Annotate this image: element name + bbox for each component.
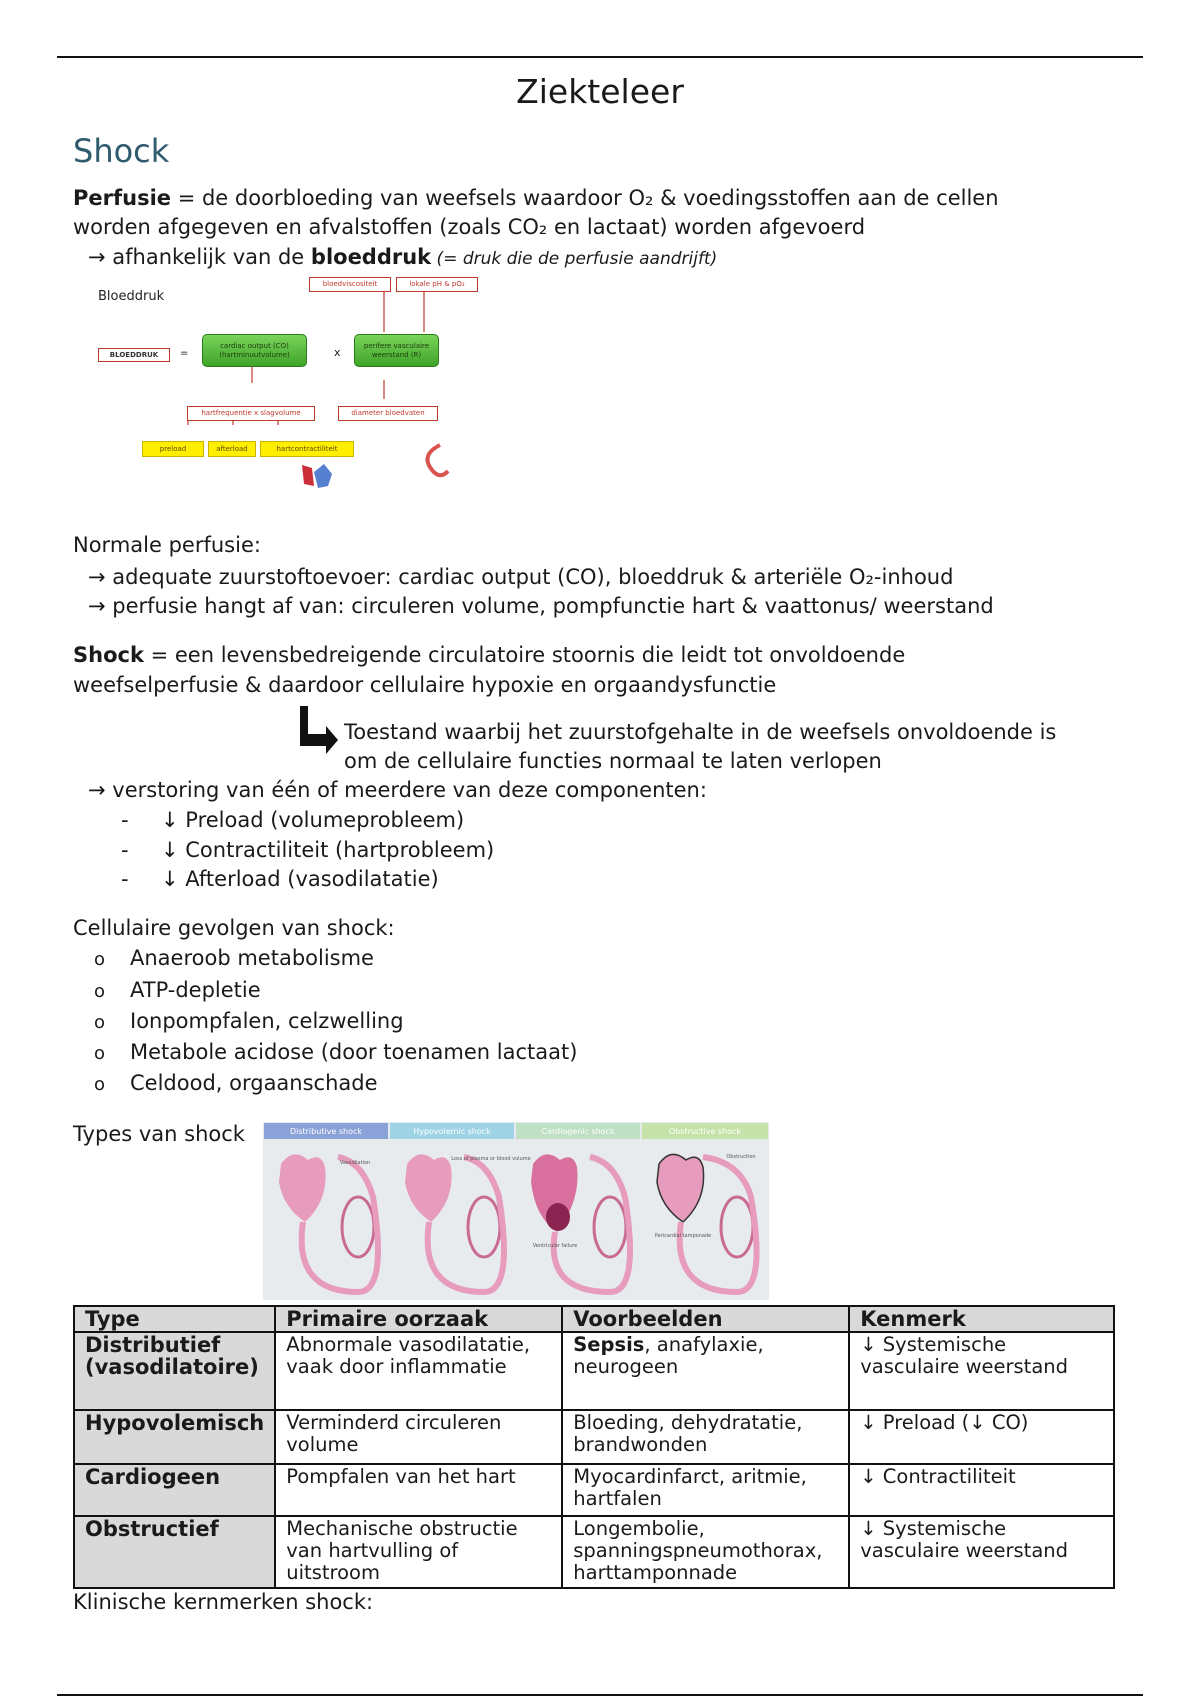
panel-title: Distributive shock — [289, 1127, 363, 1136]
perfusie-def-line2: worden afgegeven en afvalstoffen (zoals CO₂ en lactaat) worden afgevoerd — [73, 215, 866, 239]
cell-type: Cardiogeen — [74, 1464, 275, 1516]
cellulair-text: Metabole acidose (door toenamen lactaat) — [130, 1040, 578, 1064]
diagram-co-box: cardiac output (CO) (hartminuutvolume) — [202, 334, 307, 367]
diagram-contractiliteit: hartcontractiliteit — [260, 441, 354, 457]
perfusie-term: Perfusie — [73, 186, 172, 210]
cellulair-item — [94, 1038, 577, 1068]
perfusie-definition — [73, 184, 999, 213]
shock-def-line2: weefselperfusie & daardoor cellulaire hypoxie en orgaandysfunctie — [73, 673, 777, 697]
panel-title: Hypovolemic shock — [413, 1127, 491, 1136]
cell-oorzaak: Mechanische obstructie van hartvulling of uitstroom — [275, 1516, 562, 1588]
cell-voorbeelden-bold: Sepsis — [573, 1333, 645, 1356]
cell-voorbeelden — [562, 1332, 849, 1410]
image-label: Obstruction — [726, 1154, 756, 1160]
cell-kenmerk: ↓ Systemische vasculaire weerstand — [849, 1332, 1114, 1410]
dash-bullet: - — [121, 838, 129, 862]
table-row — [74, 1332, 1114, 1410]
types-heading: Types van shock — [73, 1122, 245, 1146]
component-item — [121, 865, 439, 894]
cell-voorbeelden: Bloeding, dehydratatie, brandwonden — [562, 1410, 849, 1464]
table-row — [74, 1410, 1114, 1464]
page-title: Ziekteleer — [516, 72, 684, 111]
col-header-oorzaak: Primaire oorzaak — [275, 1306, 562, 1332]
diagram-times: x — [334, 346, 341, 359]
cellulair-text: Celdood, orgaanschade — [130, 1071, 378, 1095]
cell-type: Hypovolemisch — [74, 1410, 275, 1464]
shock-explain-line1: Toestand waarbij het zuurstofgehalte in de weefsels onvoldoende is — [344, 720, 1057, 744]
dash-bullet: - — [121, 867, 129, 891]
dash-bullet: - — [121, 808, 129, 832]
header-rule — [57, 56, 1143, 58]
normale-perfusie-item-1: → adequate zuurstoftoevoer: cardiac output (CO), bloeddruk & arteriële O₂-inhoud — [88, 565, 954, 589]
cell-voorbeelden: Longembolie, spanningspneumothorax, harttamponnade — [562, 1516, 849, 1588]
shock-types-illustration — [263, 1122, 769, 1300]
diagram-hf-sv: hartfrequentie x slagvolume — [187, 406, 315, 421]
table-row — [74, 1516, 1114, 1588]
panel-title: Cardiogenic shock — [541, 1127, 615, 1136]
cell-voorbeelden-text: , anafylaxie, neurogeen — [573, 1333, 764, 1378]
circle-bullet: o — [94, 1012, 106, 1033]
cellulair-item — [94, 976, 261, 1006]
cell-kenmerk: ↓ Contractiliteit — [849, 1464, 1114, 1516]
normale-perfusie-heading: Normale perfusie: — [73, 533, 261, 557]
diagram-bloeddruk-box: BLOEDDRUK — [98, 348, 170, 362]
diagram-label: Bloeddruk — [98, 289, 165, 304]
cell-kenmerk: ↓ Preload (↓ CO) — [849, 1410, 1114, 1464]
perfusie-arrow-note: (= druk die de perfusie aandrijft) — [431, 249, 718, 269]
perfusie-arrow — [88, 243, 717, 274]
corner-arrow-icon — [296, 704, 342, 754]
component-text: ↓ Afterload (vasodilatatie) — [161, 867, 439, 891]
image-label: Pericardial tamponade — [654, 1233, 712, 1239]
diagram-viscositeit: bloedviscositeit — [309, 277, 391, 292]
shock-explain-line2: om de cellulaire functies normaal te laten verlopen — [344, 749, 882, 773]
diagram-preload: preload — [142, 441, 204, 457]
cell-kenmerk: ↓ Systemische vasculaire weerstand — [849, 1516, 1114, 1588]
perfusie-arrow-text: → afhankelijk van de — [88, 245, 311, 269]
image-label: Loss of plasma or blood volume — [451, 1156, 531, 1162]
circle-bullet: o — [94, 1043, 106, 1064]
cell-oorzaak: Abnormale vasodilatatie, vaak door inflammatie — [275, 1332, 562, 1410]
shock-term: Shock — [73, 643, 144, 667]
diagram-diameter: diameter bloedvaten — [338, 406, 438, 421]
diagram-pvw-box: perifere vasculaire weerstand (R) — [354, 334, 439, 367]
cellulair-item — [94, 944, 374, 974]
col-header-kenmerk: Kenmerk — [849, 1306, 1114, 1332]
component-text: ↓ Preload (volumeprobleem) — [161, 808, 465, 832]
cell-type: Distributief (vasodilatoire) — [74, 1332, 275, 1410]
perfusie-arrow-bold: bloeddruk — [310, 245, 432, 269]
cellulair-text: Anaeroob metabolisme — [130, 946, 374, 970]
table-row — [74, 1464, 1114, 1516]
diagram-afterload: afterload — [208, 441, 256, 457]
panel-title: Obstructive shock — [668, 1127, 742, 1136]
image-label: Vasodilation — [339, 1160, 371, 1166]
cellulair-text: Ionpompfalen, celzwelling — [130, 1009, 404, 1033]
component-item — [121, 836, 494, 865]
component-text: ↓ Contractiliteit (hartprobleem) — [161, 838, 495, 862]
cellulair-heading: Cellulaire gevolgen van shock: — [73, 916, 395, 940]
normale-perfusie-item-2: → perfusie hangt af van: circuleren volume, pompfunctie hart & vaattonus/ weerstand — [88, 594, 994, 618]
perfusie-def-text: = de doorbloeding van weefsels waardoor O₂ & voedingsstoffen aan de cellen — [171, 186, 999, 210]
circle-bullet: o — [94, 949, 106, 970]
image-label: Ventricular failure — [532, 1243, 578, 1249]
cell-type: Obstructief — [74, 1516, 275, 1588]
col-header-type: Type — [74, 1306, 275, 1332]
cellulair-item — [94, 1007, 404, 1037]
circle-bullet: o — [94, 1074, 106, 1095]
section-heading: Shock — [73, 132, 170, 170]
footer-rule — [57, 1694, 1143, 1696]
bloeddruk-diagram — [90, 275, 510, 505]
table-header-row — [74, 1306, 1114, 1332]
diagram-connectors — [90, 275, 510, 505]
diagram-lokaal: lokale pH & pO₂ — [396, 277, 478, 292]
diagram-equals: = — [180, 348, 189, 359]
shock-types-table — [73, 1305, 1115, 1589]
circle-bullet: o — [94, 981, 106, 1002]
cellulair-text: ATP-depletie — [130, 978, 261, 1002]
component-item — [121, 806, 464, 835]
klinisch-heading: Klinische kernmerken shock: — [73, 1590, 374, 1614]
shock-def-text: = een levensbedreigende circulatoire stoornis die leidt tot onvoldoende — [143, 643, 906, 667]
cellulair-item — [94, 1069, 378, 1099]
shock-arrow: → verstoring van één of meerdere van deze componenten: — [88, 778, 707, 802]
col-header-voorbeelden: Voorbeelden — [562, 1306, 849, 1332]
shock-definition — [73, 641, 905, 670]
cell-voorbeelden: Myocardinfarct, aritmie, hartfalen — [562, 1464, 849, 1516]
cell-oorzaak: Pompfalen van het hart — [275, 1464, 562, 1516]
cell-oorzaak: Verminderd circuleren volume — [275, 1410, 562, 1464]
